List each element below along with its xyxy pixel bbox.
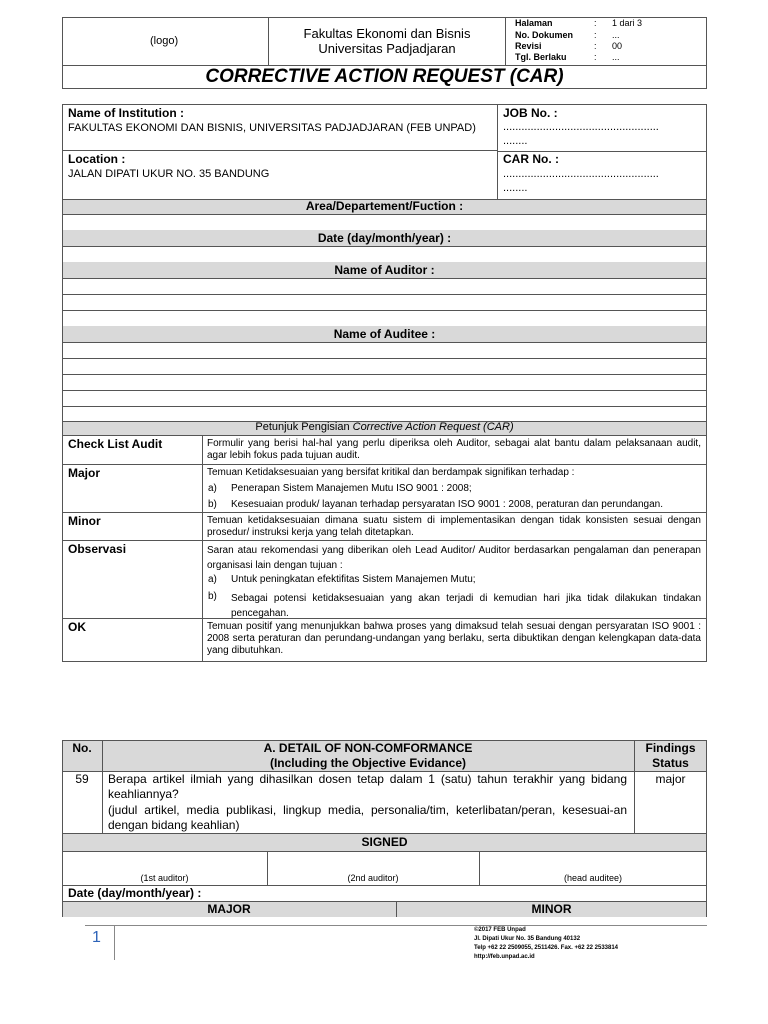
- guide-desc-ok: Temuan positif yang menunjukkan bahwa proses yang dimaksud telah sesuai dengan persyaratan ISO 9001 : 2008 serta peraturan dan perundang-undangan yang berlaku, serta dibuktikan dengan kelengkapan data-data yang dibutuhkan.: [207, 621, 701, 656]
- list-marker: a): [208, 483, 217, 494]
- classification-major[interactable]: MAJOR: [207, 902, 251, 916]
- footer-rule: [85, 925, 707, 926]
- row-divider: [62, 435, 707, 436]
- ncr-col-status-title: Findings: [645, 741, 696, 755]
- row-divider: [62, 833, 707, 834]
- footer-phone: Telp +62 22 2509055, 2511426. Fax. +62 22 2533814: [474, 945, 619, 951]
- guide-term-checklist: Check List Audit: [68, 437, 163, 451]
- footer-divider: [114, 926, 115, 960]
- row-divider: [62, 540, 707, 541]
- row-divider: [62, 512, 707, 513]
- list-marker: a): [208, 574, 217, 585]
- classification-minor[interactable]: MINOR: [531, 902, 572, 916]
- meta-sep: :: [594, 18, 597, 28]
- car-number-value-cont: ........: [503, 182, 528, 194]
- list-item: Penerapan Sistem Manajemen Mutu ISO 9001 : 2008;: [231, 483, 472, 494]
- list-item: Untuk peningkatan efektifitas Sistem Manajemen Mutu;: [231, 574, 476, 585]
- car-number-label: CAR No. :: [503, 152, 559, 166]
- footer-website[interactable]: http://feb.unpad.ac.id: [474, 954, 535, 960]
- list-marker: b): [208, 591, 217, 602]
- row-divider: [62, 374, 707, 375]
- row-divider: [62, 246, 707, 247]
- university-name: Universitas Padjadjaran: [318, 41, 456, 56]
- signed-label: SIGNED: [361, 835, 408, 849]
- guide-term-major: Major: [68, 466, 101, 480]
- signed-date-label: Date (day/month/year) :: [68, 886, 202, 900]
- job-number-value-cont: ........: [503, 135, 528, 147]
- header-divider: [505, 17, 506, 65]
- info-row-divider: [62, 150, 498, 151]
- meta-label: No. Dokumen: [515, 30, 574, 40]
- row-divider: [62, 390, 707, 391]
- ncr-row-number: 59: [75, 772, 89, 786]
- guide-title: [62, 421, 707, 433]
- ncr-col-detail-subtitle: (Including the Objective Evidance): [269, 756, 467, 770]
- row-divider: [62, 278, 707, 279]
- meta-label: Halaman: [515, 18, 553, 28]
- row-divider: [62, 310, 707, 311]
- institution-value: FAKULTAS EKONOMI DAN BISNIS, UNIVERSITAS PADJADJARAN (FEB UNPAD): [68, 122, 476, 134]
- meta-sep: :: [594, 52, 597, 62]
- meta-sep: :: [594, 30, 597, 40]
- row-divider: [62, 214, 707, 215]
- list-item: Sebagai potensi ketidaksesuaian yang akan terjadi di kemudian hari jika tidak dilakukan tindakan pencegahan.: [231, 593, 701, 619]
- row-divider: [62, 342, 707, 343]
- auditor-label: Name of Auditor :: [334, 263, 435, 277]
- auditee-label: Name of Auditee :: [333, 327, 436, 341]
- meta-value: 1 dari 3: [612, 18, 643, 28]
- ncr-row-status: major: [655, 772, 686, 786]
- job-number-label: JOB No. :: [503, 106, 558, 120]
- date-label: Date (day/month/year) :: [317, 231, 452, 245]
- guide-title-prefix: Petunjuk Pengisian: [255, 421, 353, 433]
- institution-label: Name of Institution :: [68, 106, 184, 120]
- guide-column-divider: [202, 435, 203, 662]
- footer-copyright: ©2017 FEB Unpad: [474, 927, 526, 933]
- logo-placeholder: (logo): [150, 35, 179, 47]
- ncr-row-note: (judul artikel, media publikasi, lingkup media, personalia/tim, keterlibatan/peran, kesesuai-an dengan bidang keahlian): [108, 803, 627, 832]
- meta-value: ...: [612, 30, 620, 40]
- meta-sep: :: [594, 41, 597, 51]
- area-label: Area/Departement/Fuction :: [305, 199, 464, 213]
- ncr-col-status-subtitle: Status: [652, 756, 689, 770]
- row-divider: [62, 851, 707, 852]
- document-title: CORRECTIVE ACTION REQUEST (CAR): [205, 66, 564, 87]
- job-number-value[interactable]: ...................................................: [503, 121, 659, 133]
- location-label: Location :: [68, 152, 126, 166]
- meta-label: Revisi: [515, 41, 542, 51]
- guide-desc-minor: Temuan ketidaksesuaian dimana suatu sistem di implementasikan dengan tidak konsisten sesuai dengan prosedur/ instruksi kerja yang telah ditetapkan.: [207, 515, 701, 538]
- guide-desc-checklist: Formulir yang berisi hal-hal yang perlu diperiksa oleh Auditor, sebagai alat bantu dalam pelaksanaan audit, agar lebih fokus pada tujuan audit.: [207, 438, 701, 461]
- guide-desc-major: Temuan Ketidaksesuaian yang bersifat kritikal dan berdampak signifikan terhadap :: [207, 467, 575, 478]
- list-item: Kesesuaian produk/ layanan terhadap persyaratan ISO 9001 : 2008, peraturan dan perundangan.: [231, 499, 663, 510]
- row-divider: [62, 406, 707, 407]
- ncr-col-no: No.: [72, 741, 92, 755]
- location-value: JALAN DIPATI UKUR NO. 35 BANDUNG: [68, 168, 270, 180]
- guide-term-minor: Minor: [68, 514, 101, 528]
- signature-first-auditor: (1st auditor): [140, 873, 189, 883]
- row-divider: [62, 294, 707, 295]
- guide-desc-observasi: Saran atau rekomendasi yang diberikan oleh Lead Auditor/ Auditor berdasarkan pengalaman dan penerapan organisasi lain dengan tujuan :: [207, 545, 701, 571]
- row-divider: [62, 358, 707, 359]
- page-number: 1: [92, 929, 101, 946]
- footer-address: Jl. Dipati Ukur No. 35 Bandung 40132: [474, 936, 581, 942]
- meta-value: 00: [612, 41, 623, 51]
- guide-term-observasi: Observasi: [68, 542, 127, 556]
- ncr-col-detail-title: A. DETAIL OF NON-COMFORMANCE: [263, 741, 473, 755]
- signature-second-auditor: (2nd auditor): [347, 873, 399, 883]
- row-divider: [62, 464, 707, 465]
- meta-value: ...: [612, 52, 620, 62]
- guide-term-ok: OK: [68, 620, 86, 634]
- guide-title-italic: Corrective Action Request (CAR): [352, 421, 514, 433]
- ncr-row-question: Berapa artikel ilmiah yang dihasilkan dosen tetap dalam 1 (satu) tahun terakhir yang bidang keahliannya?: [108, 772, 627, 801]
- signature-head-auditee: (head auditee): [563, 873, 623, 883]
- car-number-value[interactable]: ...................................................: [503, 168, 659, 180]
- list-marker: b): [208, 499, 217, 510]
- meta-label: Tgl. Berlaku: [515, 52, 567, 62]
- faculty-name: Fakultas Ekonomi dan Bisnis: [303, 26, 471, 41]
